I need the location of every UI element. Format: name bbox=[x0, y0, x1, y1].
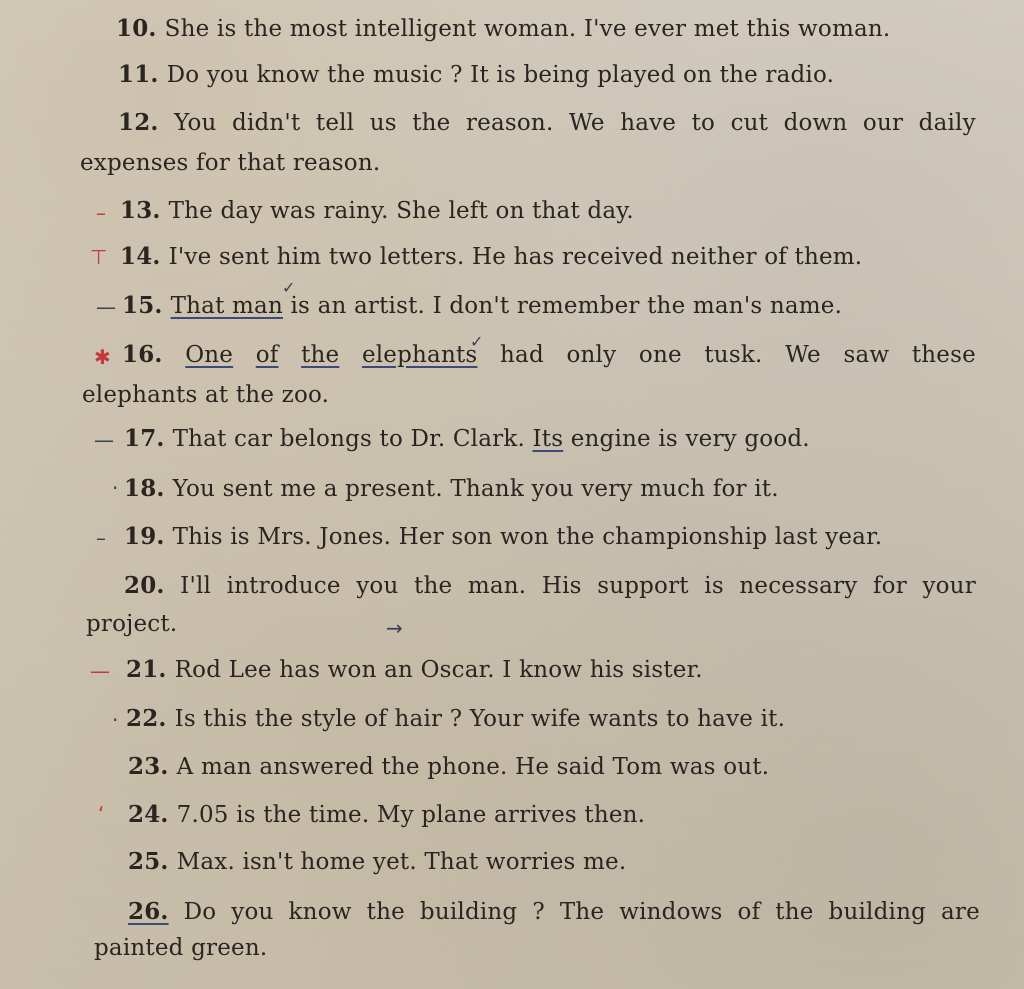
word: tusk. bbox=[704, 342, 763, 368]
word: to bbox=[691, 110, 716, 136]
exercise-text: 7.05 is the time. My plane arrives then. bbox=[176, 802, 646, 828]
exercise-text: This is Mrs. Jones. Her son won the championship last year. bbox=[172, 524, 883, 550]
word: have bbox=[620, 110, 677, 136]
exercise-text: Rod Lee has won an Oscar. I know his sister. bbox=[174, 657, 703, 683]
exercise-number: 12. bbox=[118, 109, 159, 136]
exercise-text: engine is very good. bbox=[563, 426, 810, 452]
exercise-text: You sent me a present. Thank you very much for it. bbox=[172, 476, 779, 502]
exercise-text: She is the most intelligent woman. I've ever met this woman. bbox=[164, 16, 891, 42]
word: man. bbox=[467, 573, 527, 599]
exercise-text: The day was rainy. She left on that day. bbox=[168, 198, 634, 224]
word: His bbox=[541, 573, 582, 599]
exercise-number: 26. bbox=[128, 898, 169, 925]
exercise-number: 20. bbox=[124, 572, 165, 599]
dot-mark: · bbox=[112, 708, 119, 732]
exercise-number: 10. bbox=[116, 15, 157, 42]
word: The bbox=[559, 899, 605, 925]
exercise-number: 14. bbox=[120, 243, 161, 270]
word: the bbox=[366, 899, 405, 925]
word: are bbox=[941, 899, 980, 925]
exercise-text-continued: painted green. bbox=[94, 935, 268, 961]
word: ? bbox=[532, 899, 545, 925]
exercise-number: 19. bbox=[124, 523, 165, 550]
word: One bbox=[185, 342, 234, 368]
exercise-text: Max. isn't home yet. That worries me. bbox=[176, 849, 627, 875]
word: elephants bbox=[361, 342, 478, 368]
exercise-text-continued: elephants at the zoo. bbox=[82, 382, 330, 408]
word: us bbox=[369, 110, 397, 136]
exercise-number: 22. bbox=[126, 705, 167, 732]
word: for bbox=[872, 573, 907, 599]
word: the bbox=[775, 899, 814, 925]
word: building bbox=[828, 899, 927, 925]
word: didn't bbox=[232, 110, 301, 136]
word: had bbox=[500, 342, 544, 368]
exercise-number: 16. bbox=[122, 341, 163, 368]
word: I'll bbox=[180, 573, 212, 599]
word: one bbox=[638, 342, 682, 368]
exercise-text-continued: expenses for that reason. bbox=[80, 150, 381, 176]
exercise-text: Do you know the music ? It is being played on the radio. bbox=[166, 62, 835, 88]
exercise-number: 18. bbox=[124, 475, 165, 502]
dash-mark: – bbox=[96, 526, 106, 550]
exercise-text: Is this the style of hair ? Your wife wants to have it. bbox=[174, 706, 786, 732]
dot-mark: · bbox=[112, 476, 119, 500]
word: know bbox=[288, 899, 352, 925]
exercise-text: is an artist. I don't remember the man's name. bbox=[282, 293, 843, 319]
underlined-word: Its bbox=[532, 426, 564, 452]
word: of bbox=[737, 899, 761, 925]
exercise-number: 11. bbox=[118, 61, 159, 88]
word: windows bbox=[619, 899, 723, 925]
exercise-number: 23. bbox=[128, 753, 169, 780]
word: down bbox=[783, 110, 848, 136]
word: your bbox=[922, 573, 976, 599]
word: tell bbox=[315, 110, 355, 136]
word: daily bbox=[918, 110, 976, 136]
word: You bbox=[174, 110, 217, 136]
word: saw bbox=[843, 342, 890, 368]
word: cut bbox=[730, 110, 769, 136]
word: our bbox=[862, 110, 904, 136]
word: of bbox=[255, 342, 279, 368]
exercise-number: 15. bbox=[122, 292, 163, 319]
word: you bbox=[231, 899, 274, 925]
word: these bbox=[911, 342, 976, 368]
exercise-text-continued: project. bbox=[86, 611, 178, 637]
red-tick-mark: – bbox=[96, 201, 106, 225]
exercise-number: 24. bbox=[128, 801, 169, 828]
word: support bbox=[597, 573, 689, 599]
word: the bbox=[412, 110, 451, 136]
word: We bbox=[568, 110, 605, 136]
red-tick-mark: ‘ bbox=[98, 802, 105, 826]
word: the bbox=[414, 573, 453, 599]
word: We bbox=[785, 342, 821, 368]
word: introduce bbox=[226, 573, 341, 599]
exercise-number: 25. bbox=[128, 848, 169, 875]
word: reason. bbox=[465, 110, 554, 136]
red-dash-mark: — bbox=[90, 659, 110, 683]
word: only bbox=[566, 342, 617, 368]
word: you bbox=[356, 573, 399, 599]
dash-mark: — bbox=[96, 295, 116, 319]
word: necessary bbox=[739, 573, 858, 599]
underlined-phrase: That man bbox=[170, 293, 283, 319]
dash-mark: — bbox=[94, 428, 114, 452]
arrow-mark: → bbox=[386, 616, 403, 640]
check-icon: ✓ bbox=[470, 332, 484, 351]
red-cross-mark: ⊤ bbox=[90, 245, 108, 269]
word: Do bbox=[183, 899, 217, 925]
exercise-text: I've sent him two letters. He has received neither of them. bbox=[168, 244, 863, 270]
word: building bbox=[419, 899, 518, 925]
word: the bbox=[301, 342, 340, 368]
exercise-number: 13. bbox=[120, 197, 161, 224]
exercise-number: 21. bbox=[126, 656, 167, 683]
red-star-mark: ✱ bbox=[94, 345, 111, 369]
exercise-number: 17. bbox=[124, 425, 165, 452]
exercise-text: A man answered the phone. He said Tom was out. bbox=[176, 754, 770, 780]
word: is bbox=[704, 573, 724, 599]
exercise-text: That car belongs to Dr. Clark. bbox=[172, 426, 533, 452]
check-icon: ✓ bbox=[282, 278, 296, 297]
